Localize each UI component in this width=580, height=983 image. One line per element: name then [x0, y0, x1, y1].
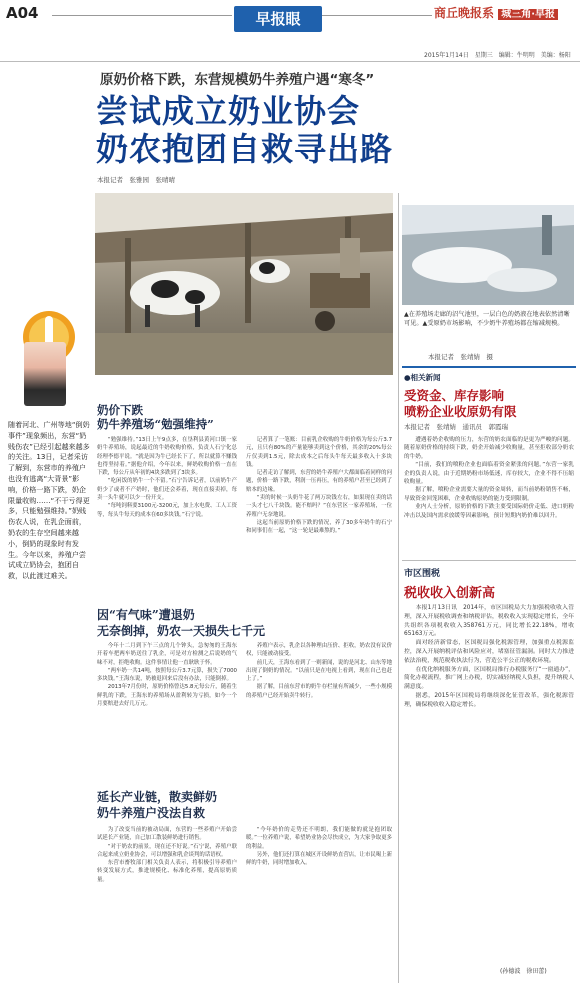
related-byline: 本报记者 张靖婧 通讯员 郭霞瑞	[404, 423, 508, 431]
section3-paragraph: “今年奶价的走势还不明朗，我们能做的就是抱团取暖。”一位养殖户说，希望奶业协会尽快成立，为大家争取更多的利益。	[246, 827, 392, 850]
paper-name: 商丘晚报	[434, 6, 483, 20]
section1-paragraph: “卖的时候一头奶牛花了两万块钱左右，如果现在卖的话一头才七八千块钱。能不赔吗？”在东营区一家养殖场，一位养殖户无奈地说。	[246, 495, 392, 518]
tax-paragraph: 在优化纳税服务方面，区国税局推行办税服务厅“一窗通办”，简化办税流程，推广网上办税，切实减轻纳税人负担，提升纳税人满意度。	[404, 666, 574, 691]
masthead-rule-left	[52, 15, 232, 16]
section3-paragraph: 为了改变当前的被动局面，东营的一些养殖户开始尝试延长产业链，自己加工散装鲜奶进行销售。	[97, 827, 237, 842]
section1-title-line2: 奶牛养殖场“勉强维持”	[97, 417, 214, 431]
column-divider-right	[398, 193, 399, 983]
article-kicker: 原奶价格下跌，东营规模奶牛养殖户遇“寒冬”	[100, 72, 375, 88]
masthead-rule-right	[322, 15, 432, 16]
section2-paragraph: “两车奶一共14吨，按照每公斤3.7元算，损失了7000多块钱。”王海东说，奶被退回来后没有办法，只能倒掉。	[97, 667, 237, 683]
related-paragraph: 据了解，喷粉企业需要大量的资金周转，而当前奶粉销售不畅，导致资金回笼困难，企业收购原奶的能力受到限制。	[404, 487, 574, 502]
section2-paragraph: 今年十二月到下午三点的几个钟头，急匆匆的王海东开着车把两车奶送往了乳企，可是对方检测之后说奶的气味不对，拒绝收购。这件事情让他一直耿耿于怀。	[97, 643, 237, 666]
tax-article-rule	[402, 560, 576, 561]
section1-paragraph: “吃闲饭的奶牛一个不留。”石宁告诉记者，以前奶牛产奶少了或者不产奶时，他们还会养着，现在直接卖掉，每卖一头牛就可以少一份开支。	[97, 478, 237, 502]
section2-paragraph: 前几天，王海东看到了一则新闻，说的是河北、山东等地出现了倒奶的情况。“以前只是在电视上看到，现在自己也赶上了。”	[246, 659, 392, 683]
section2-body-right	[246, 642, 392, 782]
headline-line-2: 奶农抱团自救寻出路	[96, 130, 394, 168]
section2-body-left	[97, 642, 237, 782]
masthead-divider	[0, 61, 580, 62]
related-paragraph: 业内人士分析，原奶价格的下跌主要受国际奶价走低、进口奶粉冲击以及国内需求放缓等因素影响，预计短期内奶价难以回升。	[404, 504, 574, 519]
related-paragraph: 遭遇着奶企收购的压力，东营的奶农面临的是更为严峻的问题。随着原奶价格的持续下跌，奶企开始减少收购量，甚至拒收部分奶农的牛奶。	[404, 437, 574, 460]
tax-paragraph: 据悉，2015年区国税局将继续深化征管改革，强化税源管理，确保税收收入稳定增长。	[404, 692, 574, 708]
article-headline	[96, 92, 393, 168]
related-paragraph: “目前，我们的喷粉企业也面临着资金紧张的问题。”东营一家乳企的负责人说，由于近期奶粉市场低迷，库存较大，企业不得不压缩收购量。	[404, 462, 574, 486]
section2-paragraph: 2013年7月份时，原奶价格曾达5.8元每公斤，随着生鲜乳的下跌，王海东的养殖场从盈利转为亏损，如今一个月要赔进去好几万元。	[97, 684, 237, 708]
section1-paragraph: “勉强维持。”13日上午9点多，在垦利县黄河口镇一家奶牛养殖场，说起最近的牛奶收购价格，负责人石宁化总经理李德平说。“就是因为牛已经长下了，所以就算不赚钱也得坚持着。”据他介绍，今年以来，鲜奶收购价格一直在下跌，每公斤从年初的4块多跌到了3块多。	[97, 437, 237, 477]
section2-title-line1: 因“有气味”遭退奶	[97, 608, 195, 622]
section3-title-line2: 奶牛养殖户没法自救	[97, 806, 206, 820]
page-number: A04	[6, 4, 39, 22]
tax-paragraph: 本报1月13日讯 2014年，市区国税局大力加强税收收入管理，深入开展税收调查和纳税评估，税收收入实现稳定增长，全年共组织各项税收收入358761万元，同比增长22.18%，增收65163万元。	[404, 605, 574, 638]
date-line: 2015年1月14日 星期三 编辑：牛明明 美编：杨阳	[424, 52, 571, 59]
paper-suffix: 系	[482, 6, 495, 20]
section-tab: 早报眼	[234, 6, 322, 32]
methane-pool-photo	[402, 205, 574, 305]
tax-body	[404, 604, 574, 966]
section2-paragraph: 据了解，目前东营市的奶牛存栏量有所减少，一些小规模的养殖户已经开始卖牛转行。	[246, 684, 392, 699]
section3-paragraph: 东营市畜牧部门相关负责人表示，将积极引导养殖户转变发展方式，推进规模化、标准化养殖，提高原奶质量。	[97, 860, 237, 883]
cow-barn-illustration-icon	[95, 193, 393, 375]
section3-paragraph: 另外，他们还打算在城区开设鲜奶直营店，让市民喝上新鲜的牛奶，同时增加收入。	[246, 851, 392, 867]
headline-line-1: 尝试成立奶业协会	[96, 92, 361, 130]
section3-body-right	[246, 826, 392, 978]
right-photo-byline: 本报记者 张靖婧 摄	[428, 353, 493, 361]
related-title-line1: 受资金、库存影响	[404, 388, 505, 403]
related-news-rule	[402, 366, 576, 368]
section3-body-left	[97, 826, 237, 978]
right-photo-caption: ▲在养殖场走廊的沼气池里，一层白色的奶液在地表依然清晰可见。▲受原奶市场影响，不少奶牛养殖场都在缩减规模。	[404, 311, 570, 327]
pool-illustration-icon	[402, 205, 574, 305]
section3-paragraph: “对于奶农的前景，现在还不好说。”石宁说，养殖户联合起来成立奶业协会，可以增强和乳企谈判的话语权。	[97, 843, 237, 858]
related-news-label: ●相关新闻	[404, 373, 441, 382]
tax-paragraph: 面对经济新常态，区国税局强化税源管理，加强重点税源监控，深入开展纳税评估和风险应对，堵塞征管漏洞。同时大力推进依法治税，规范税收执法行为，营造公平公正的税收环境。	[404, 640, 574, 664]
paper-brand	[434, 4, 558, 21]
tax-label: 市区围税	[404, 569, 441, 579]
section1-paragraph: 这起当前原奶价格下跌的情况，养了30多年奶牛的石宁和同事们在一起，“这一轮是最难熬的。”	[246, 519, 392, 535]
tax-title: 税收收入创新高	[404, 586, 496, 601]
section3-title-line1: 延长产业链，散卖鲜奶	[97, 790, 218, 804]
related-body	[404, 436, 574, 556]
section1-paragraph: 记者算了一笔账：目前乳企收购的牛奶价格为每公斤3.7元，且只有80%的产量能够卖到这个价格，其余的20%每公斤仅卖到1.5元，除去成本之后每头牛每天最多收入十多块钱。	[246, 437, 392, 468]
section1-title-line1: 奶价下跌	[97, 403, 143, 417]
section1-paragraph: 记者走访了解到，东营的奶牛养殖户大都面临着同样的问题，价格一路下跌，利润一压再压，有的养殖户甚至已经到了赔本的边缘。	[246, 470, 392, 493]
section2-title-line2: 无奈倒掉，奶农一天损失七千元	[97, 624, 266, 638]
section1-body-right	[246, 436, 392, 604]
article-byline: 本报记者 张雅园 张晴晴	[97, 176, 175, 184]
section2-paragraph: 养殖户表示，乳企以各种理由压价、拒收，奶农没有议价权，只能被动接受。	[246, 643, 392, 658]
edition-badge: 城三角·早报	[498, 9, 558, 20]
cow-barn-photo	[95, 193, 393, 375]
reporter-avatar	[24, 342, 66, 406]
related-title-line2: 喷粉企业收原奶有限	[404, 404, 517, 419]
section1-paragraph: “每吨饲料要3100元-3200元，加上水电费、工人工资等，每头牛每天的成本在60多块钱。”石宁说。	[97, 503, 237, 518]
article-sidebar-lead: 随着河北、广州等地“倒奶事件”现象频出，东营“奶贱伤农”已经引起越来越多的关注。13日，记者采访了解到，东营市的养殖户也没有逃离“大背景”影响，价格一路下跌，奶企限量收购……“不干亏得更多，只能勉强维持。”奶贱伤农人说，在乳企面前，奶农的生存空间越来越小，倒奶的现象时有发生。今年以来，养殖户尝试成立奶协会，抱团自救，以此渡过难关。	[8, 420, 90, 581]
section1-body-left	[97, 436, 237, 604]
tax-byline: (孙德波 徐田蕾)	[500, 968, 547, 975]
